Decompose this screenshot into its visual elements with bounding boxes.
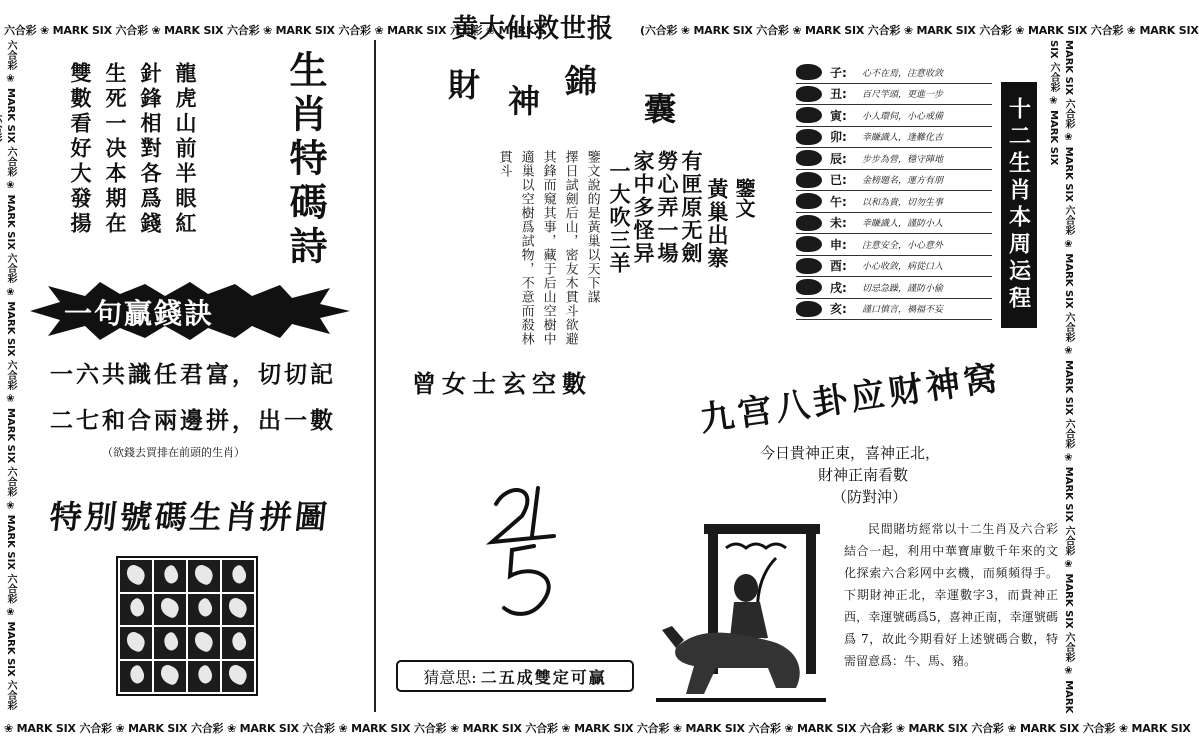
header-strip-right: (六合彩 ❀ MARK SIX 六合彩 ❀ MARK SIX 六合彩 ❀ MARK SIX 六合彩 ❀ MARK SIX 六合彩 ❀ MARK SIX: [640, 24, 1199, 37]
bag-title-char: 神: [508, 82, 541, 120]
poem-line: 針鋒相對各爲錢: [138, 62, 163, 237]
verse-label: 鑒文: [732, 178, 756, 218]
column-divider: [374, 40, 376, 712]
explanation-line: 鑒文說的是黃巢以天下謀: [584, 150, 600, 304]
direction-line: 財神正南看數: [818, 466, 909, 484]
masthead-title: 黄大仙救世报: [452, 14, 615, 44]
poem-title: 生肖特碼詩: [283, 50, 328, 270]
zodiac-fortune: 心不在焉，注意收敛: [862, 68, 944, 79]
guess-label: 猜意思:: [423, 667, 477, 687]
puzzle-tile: [120, 560, 152, 592]
zodiac-fortune: 步步為營，穩守陣地: [862, 154, 944, 165]
zodiac-name: 已:: [830, 173, 847, 188]
verse-line: 黃巢出寨: [705, 178, 730, 270]
left-side-strip: 六合彩 ❀ MARK SIX 六合彩 ❀ MARK SIX 六合彩 ❀ MARK SIX 六合彩 ❀ MARK SIX 六合彩 ❀ MARK SIX 六合彩 ❀ MARK SIX 六合彩: [5, 40, 16, 711]
zodiac-fortune-list: [796, 62, 992, 320]
ox-icon: [796, 86, 822, 102]
fortune-row: [796, 84, 992, 106]
fortune-row: [796, 105, 992, 127]
zodiac-fortune: 小人環伺，小心戒備: [862, 111, 944, 122]
explanation-line: 其鋒而窺其事，藏于后山空樹中: [540, 150, 556, 346]
guess-value: 二五成雙定可贏: [480, 667, 607, 687]
footer-strip: ❀ MARK SIX 六合彩 ❀ MARK SIX 六合彩 ❀ MARK SIX 六合彩 ❀ MARK SIX 六合彩 ❀ MARK SIX 六合彩 ❀ MARK SIX 六合彩 ❀ MARK SIX 六合彩 ❀ MARK SIX 六合彩 ❀ MARK SIX 六合彩 ❀ MARK SIX 六合彩 ❀ MARK SIX: [4, 722, 1191, 735]
zodiac-name: 辰:: [830, 151, 847, 166]
pig-icon: [796, 301, 822, 317]
puzzle-tile: [188, 627, 220, 659]
puzzle-tile: [188, 661, 220, 693]
puzzle-tile: [188, 560, 220, 592]
fortune-row: [796, 191, 992, 213]
fortune-row: [796, 170, 992, 192]
fortune-row: [796, 127, 992, 149]
fortune-row: [796, 213, 992, 235]
monkey-icon: [796, 236, 822, 252]
banner-text: 一句贏錢訣: [64, 297, 215, 330]
bag-title-char: 囊: [644, 90, 677, 128]
zodiac-fortune: 切忌急躁，謹防小偷: [862, 283, 944, 294]
puzzle-tile: [154, 627, 186, 659]
zodiac-fortune: 幸賺識人，謹防小人: [862, 219, 944, 230]
zodiac-fortune: 幸賺識人，逢難化吉: [862, 133, 944, 144]
zodiac-fortune: 金榜題名，運方有朋: [862, 176, 944, 187]
mystic-title: 曾女士玄空數: [412, 369, 592, 398]
fortune-row: [796, 62, 992, 84]
fortune-row: [796, 277, 992, 299]
verse-line: 家中多怪异: [631, 150, 656, 265]
picture-puzzle-title: 特別號碼生肖拼圖: [47, 498, 332, 536]
direction-line: （防對沖）: [832, 488, 908, 506]
puzzle-tile: [120, 627, 152, 659]
dragon-icon: [796, 150, 822, 166]
phrase-note: （欲錢去買排在前頭的生肖）: [102, 446, 245, 459]
bag-title-char: 財: [448, 66, 481, 104]
fortune-row: [796, 148, 992, 170]
zodiac-name: 未:: [830, 216, 847, 231]
puzzle-tile: [222, 560, 254, 592]
explanation-line: 適巢以空樹爲試物，不意而殺林: [518, 150, 534, 346]
tiger-icon: [796, 107, 822, 123]
bag-title-char: 錦: [565, 62, 598, 100]
zodiac-name: 卯:: [830, 130, 847, 145]
rabbit-icon: [796, 129, 822, 145]
rat-icon: [796, 64, 822, 80]
puzzle-tile: [222, 627, 254, 659]
puzzle-tile: [154, 560, 186, 592]
fortune-row: [796, 234, 992, 256]
zodiac-name: 申:: [830, 237, 847, 252]
goat-icon: [796, 215, 822, 231]
explanation-line: 貫斗: [496, 150, 512, 178]
zodiac-name: 寅:: [830, 108, 847, 123]
fortune-box-title: 十二生肖本周运程: [1001, 82, 1037, 328]
zodiac-name: 子:: [830, 65, 847, 80]
zodiac-name: 午:: [830, 194, 847, 209]
header-strip-left: 六合彩 ❀ MARK SIX 六合彩 ❀ MARK SIX 六合彩 ❀ MARK SIX 六合彩 ❀ MARK SIX 六合彩 ❀ MARK S: [4, 24, 546, 37]
verse-line: 一大吹三羊: [607, 160, 632, 275]
zodiac-fortune: 小心收敛，病從口入: [862, 262, 944, 273]
bagua-body-text: 民間賭坊經常以十二生肖及六合彩結合一起，利用中華寶庫數千年來的文化探索六合彩网中玄機，而頻頻得手。下期財神正北，幸運數字3，而貴神正西，幸運號碼爲5，喜神正南，幸運號碼爲 7，故此今期看好上述號碼合數，特需留意爲：牛、馬、豬。: [844, 522, 1058, 668]
puzzle-tile: [188, 594, 220, 626]
handwritten-numbers-icon: [482, 476, 582, 636]
warrior-on-horse-icon: [656, 518, 826, 708]
snake-icon: [796, 172, 822, 188]
puzzle-tile: [222, 661, 254, 693]
fortune-row: [796, 299, 992, 321]
right-side-strip: MARK SIX 六合彩 ❀ MARK SIX 六合彩 ❀ MARK SIX 六合彩 ❀ MARK SIX 六合彩 ❀ MARK SIX 六合彩 ❀ MARK SIX 六合彩 ❀ MARK SIX 六合彩 ❀ MARK SIX: [1048, 40, 1074, 714]
zodiac-name: 亥:: [830, 302, 847, 317]
verse-line: 勞心弄一場: [655, 150, 680, 265]
puzzle-tile: [222, 594, 254, 626]
horse-icon: [796, 193, 822, 209]
zodiac-fortune: 以和為貴，切勿生事: [862, 197, 944, 208]
zodiac-puzzle-grid: [116, 556, 258, 696]
poem-line: 龍虎山前半眼紅: [173, 62, 198, 237]
zodiac-name: 丑:: [830, 87, 847, 102]
zodiac-name: 酉:: [830, 259, 847, 274]
zodiac-fortune: 注意安全，小心意外: [862, 240, 944, 251]
poem-line: 雙數看好大發揚: [68, 62, 93, 237]
phrase-line-2: 二七和合兩邊拼，出一數: [50, 407, 336, 434]
puzzle-tile: [154, 594, 186, 626]
puzzle-tile: [120, 594, 152, 626]
zodiac-name: 戌:: [830, 280, 847, 295]
zodiac-fortune: 謹口慎言，禍福不妄: [862, 305, 944, 316]
puzzle-tile: [154, 661, 186, 693]
dog-icon: [796, 279, 822, 295]
fortune-row: [796, 256, 992, 278]
direction-line: 今日貴神正東，喜神正北，: [760, 444, 941, 462]
zodiac-poem: [70, 62, 196, 237]
zodiac-fortune: 百尺竿頭，更進一步: [862, 90, 944, 101]
guess-box: [396, 660, 634, 692]
puzzle-tile: [120, 661, 152, 693]
phrase-line-1: 一六共識任君富，切切記: [50, 361, 336, 388]
explanation-line: 擇日試劍后山，密友木貫斗欲避: [562, 150, 578, 346]
bagua-title: 九宫八卦应财神窝: [697, 357, 1005, 440]
rooster-icon: [796, 258, 822, 274]
poem-line: 生死一决本期在: [103, 62, 128, 237]
verse-line: 有匣原无劍: [679, 150, 704, 265]
